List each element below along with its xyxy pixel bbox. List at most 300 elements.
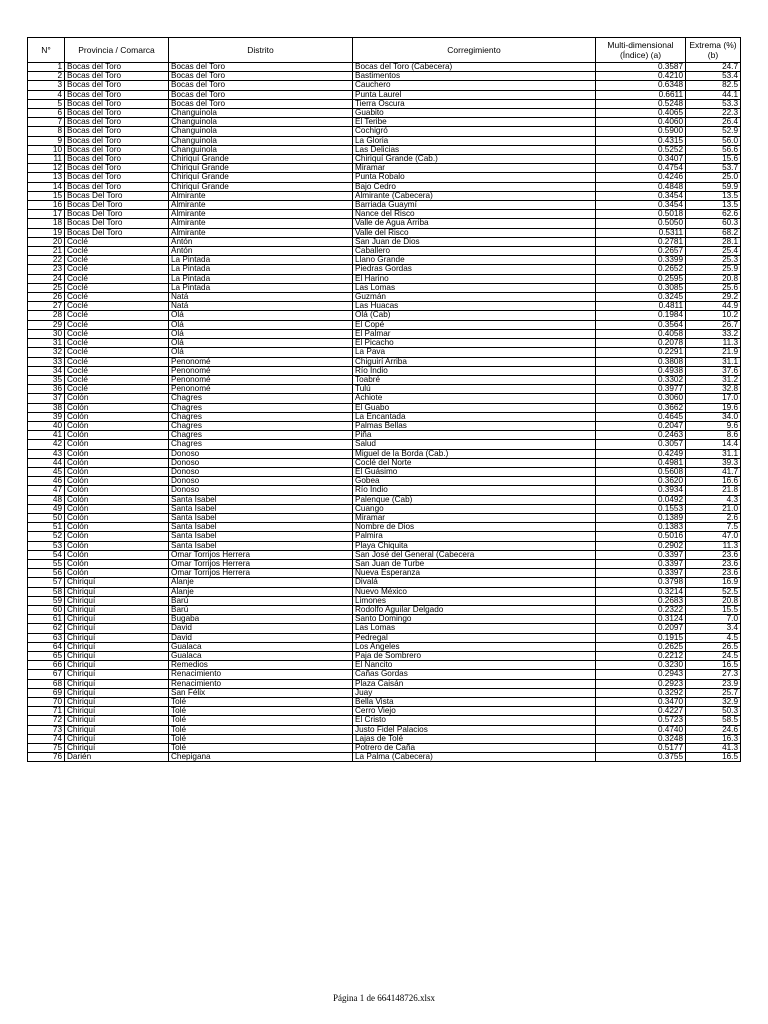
multidimensional-cell: 0.3397: [596, 550, 686, 559]
extrema-cell: 53.7: [686, 164, 741, 173]
provincia-cell: Colón: [65, 569, 169, 578]
extrema-cell: 24.5: [686, 652, 741, 661]
distrito-cell: Alanje: [169, 587, 353, 596]
multidimensional-cell: 0.4754: [596, 164, 686, 173]
multidimensional-cell: 0.4740: [596, 725, 686, 734]
extrema-cell: 27.3: [686, 670, 741, 679]
extrema-cell: 15.6: [686, 155, 741, 164]
extrema-cell: 31.1: [686, 357, 741, 366]
row-number: 11: [28, 155, 65, 164]
distrito-cell: Bocas del Toro: [169, 63, 353, 72]
table-row: [28, 145, 741, 154]
corregimiento-cell: Olá (Cab): [353, 311, 596, 320]
table-row: [28, 173, 741, 182]
extrema-cell: 82.5: [686, 81, 741, 90]
corregimiento-cell: Paja de Sombrero: [353, 652, 596, 661]
multidimensional-cell: 0.1389: [596, 513, 686, 522]
distrito-cell: Remedios: [169, 661, 353, 670]
row-number: 57: [28, 578, 65, 587]
distrito-cell: Santa Isabel: [169, 541, 353, 550]
extrema-cell: 60.3: [686, 219, 741, 228]
multidimensional-cell: 0.2657: [596, 247, 686, 256]
provincia-cell: Coclé: [65, 366, 169, 375]
corregimiento-cell: El Cristo: [353, 716, 596, 725]
provincia-cell: Chiriquí: [65, 633, 169, 642]
extrema-cell: 39.3: [686, 458, 741, 467]
distrito-cell: Tolé: [169, 734, 353, 743]
corregimiento-cell: Piña: [353, 431, 596, 440]
table-row: [28, 210, 741, 219]
multidimensional-cell: 0.3230: [596, 661, 686, 670]
row-number: 55: [28, 559, 65, 568]
corregimiento-cell: Punta Laurel: [353, 90, 596, 99]
provincia-cell: Chiriquí: [65, 734, 169, 743]
table-row: [28, 136, 741, 145]
table-row: [28, 458, 741, 467]
multidimensional-cell: 0.4938: [596, 366, 686, 375]
multidimensional-cell: 0.5900: [596, 127, 686, 136]
multidimensional-cell: 0.3407: [596, 155, 686, 164]
row-number: 39: [28, 412, 65, 421]
extrema-cell: 4.5: [686, 633, 741, 642]
multidimensional-cell: 0.2097: [596, 624, 686, 633]
multidimensional-cell: 0.3214: [596, 587, 686, 596]
table-row: [28, 228, 741, 237]
provincia-cell: Colón: [65, 486, 169, 495]
header-number: N°: [28, 38, 65, 63]
distrito-cell: Chagres: [169, 412, 353, 421]
row-number: 75: [28, 744, 65, 753]
multidimensional-cell: 0.3292: [596, 688, 686, 697]
table-row: [28, 615, 741, 624]
distrito-cell: Chagres: [169, 440, 353, 449]
provincia-cell: Bocas del Toro: [65, 127, 169, 136]
distrito-cell: Santa Isabel: [169, 495, 353, 504]
provincia-cell: Colón: [65, 541, 169, 550]
extrema-cell: 47.0: [686, 532, 741, 541]
provincia-cell: Chiriquí: [65, 744, 169, 753]
multidimensional-cell: 0.4645: [596, 412, 686, 421]
distrito-cell: Chiriquí Grande: [169, 182, 353, 191]
corregimiento-cell: Nuevo México: [353, 587, 596, 596]
corregimiento-cell: Las Lomas: [353, 624, 596, 633]
corregimiento-cell: Las Lomas: [353, 283, 596, 292]
distrito-cell: Barú: [169, 605, 353, 614]
extrema-cell: 34.0: [686, 412, 741, 421]
distrito-cell: Olá: [169, 348, 353, 357]
extrema-cell: 50.3: [686, 707, 741, 716]
multidimensional-cell: 0.4848: [596, 182, 686, 191]
extrema-cell: 7.0: [686, 615, 741, 624]
corregimiento-cell: El Guabo: [353, 403, 596, 412]
header-provincia: Provincia / Comarca: [65, 38, 169, 63]
table-row: [28, 679, 741, 688]
extrema-cell: 21.0: [686, 504, 741, 513]
row-number: 74: [28, 734, 65, 743]
row-number: 68: [28, 679, 65, 688]
corregimiento-cell: Río Indio: [353, 486, 596, 495]
provincia-cell: Colón: [65, 550, 169, 559]
distrito-cell: Omar Torrijos Herrera: [169, 569, 353, 578]
provincia-cell: Colón: [65, 403, 169, 412]
row-number: 2: [28, 72, 65, 81]
provincia-cell: Chiriquí: [65, 605, 169, 614]
row-number: 35: [28, 375, 65, 384]
table-row: [28, 109, 741, 118]
distrito-cell: Penonomé: [169, 357, 353, 366]
table-row: [28, 293, 741, 302]
distrito-cell: Donoso: [169, 458, 353, 467]
corregimiento-cell: Cañas Gordas: [353, 670, 596, 679]
extrema-cell: 11.3: [686, 541, 741, 550]
row-number: 19: [28, 228, 65, 237]
extrema-cell: 22.3: [686, 109, 741, 118]
extrema-cell: 62.6: [686, 210, 741, 219]
row-number: 37: [28, 394, 65, 403]
distrito-cell: La Pintada: [169, 256, 353, 265]
corregimiento-cell: Bajo Cedro: [353, 182, 596, 191]
row-number: 48: [28, 495, 65, 504]
corregimiento-cell: La Gloria: [353, 136, 596, 145]
extrema-cell: 15.5: [686, 605, 741, 614]
corregimiento-cell: Valle de Agua Arriba: [353, 219, 596, 228]
row-number: 76: [28, 753, 65, 762]
provincia-cell: Chiriquí: [65, 661, 169, 670]
extrema-cell: 10.2: [686, 311, 741, 320]
row-number: 73: [28, 725, 65, 734]
table-row: [28, 63, 741, 72]
corregimiento-cell: Almirante (Cabecera): [353, 191, 596, 200]
corregimiento-cell: San José del General (Cabecera: [353, 550, 596, 559]
multidimensional-cell: 0.3302: [596, 375, 686, 384]
extrema-cell: 33.2: [686, 329, 741, 338]
table-row: [28, 329, 741, 338]
distrito-cell: Donoso: [169, 486, 353, 495]
distrito-cell: Natá: [169, 302, 353, 311]
distrito-cell: Chiriquí Grande: [169, 173, 353, 182]
multidimensional-cell: 0.5016: [596, 532, 686, 541]
table-row: [28, 99, 741, 108]
row-number: 50: [28, 513, 65, 522]
multidimensional-cell: 0.3124: [596, 615, 686, 624]
multidimensional-cell: 0.4058: [596, 329, 686, 338]
table-row: [28, 164, 741, 173]
provincia-cell: Coclé: [65, 237, 169, 246]
corregimiento-cell: Río Indio: [353, 366, 596, 375]
extrema-cell: 26.5: [686, 642, 741, 651]
distrito-cell: Olá: [169, 311, 353, 320]
corregimiento-cell: Las Huacas: [353, 302, 596, 311]
extrema-cell: 23.6: [686, 550, 741, 559]
multidimensional-cell: 0.0492: [596, 495, 686, 504]
extrema-cell: 4.3: [686, 495, 741, 504]
provincia-cell: Coclé: [65, 348, 169, 357]
corregimiento-cell: Pedregal: [353, 633, 596, 642]
provincia-cell: Colón: [65, 449, 169, 458]
multidimensional-cell: 0.1553: [596, 504, 686, 513]
extrema-cell: 37.6: [686, 366, 741, 375]
distrito-cell: Olá: [169, 320, 353, 329]
distrito-cell: Tolé: [169, 744, 353, 753]
extrema-cell: 11.3: [686, 339, 741, 348]
corregimiento-cell: El Nancito: [353, 661, 596, 670]
distrito-cell: Santa Isabel: [169, 523, 353, 532]
corregimiento-cell: Gobea: [353, 477, 596, 486]
multidimensional-cell: 0.1383: [596, 523, 686, 532]
multidimensional-cell: 0.1984: [596, 311, 686, 320]
extrema-cell: 20.8: [686, 596, 741, 605]
provincia-cell: Bocas Del Toro: [65, 201, 169, 210]
multidimensional-cell: 0.4981: [596, 458, 686, 467]
row-number: 41: [28, 431, 65, 440]
extrema-cell: 68.2: [686, 228, 741, 237]
table-row: [28, 633, 741, 642]
distrito-cell: Barú: [169, 596, 353, 605]
row-number: 25: [28, 283, 65, 292]
row-number: 10: [28, 145, 65, 154]
table-row: [28, 348, 741, 357]
row-number: 62: [28, 624, 65, 633]
extrema-cell: 14.4: [686, 440, 741, 449]
distrito-cell: Bocas del Toro: [169, 99, 353, 108]
distrito-cell: Omar Torrijos Herrera: [169, 559, 353, 568]
corregimiento-cell: Miramar: [353, 164, 596, 173]
provincia-cell: Colón: [65, 440, 169, 449]
multidimensional-cell: 0.2683: [596, 596, 686, 605]
header-distrito: Distrito: [169, 38, 353, 63]
multidimensional-cell: 0.2625: [596, 642, 686, 651]
extrema-cell: 56.6: [686, 145, 741, 154]
multidimensional-cell: 0.3454: [596, 191, 686, 200]
table-row: [28, 550, 741, 559]
row-number: 30: [28, 329, 65, 338]
corregimiento-cell: Divalá: [353, 578, 596, 587]
provincia-cell: Coclé: [65, 283, 169, 292]
distrito-cell: Chagres: [169, 403, 353, 412]
table-row: [28, 744, 741, 753]
multidimensional-cell: 0.5252: [596, 145, 686, 154]
multidimensional-cell: 0.4315: [596, 136, 686, 145]
table-row: [28, 716, 741, 725]
corregimiento-cell: San Juan de Turbe: [353, 559, 596, 568]
corregimiento-cell: La Encantada: [353, 412, 596, 421]
provincia-cell: Coclé: [65, 265, 169, 274]
multidimensional-cell: 0.1915: [596, 633, 686, 642]
table-row: [28, 219, 741, 228]
provincia-cell: Coclé: [65, 293, 169, 302]
multidimensional-cell: 0.3245: [596, 293, 686, 302]
provincia-cell: Darién: [65, 753, 169, 762]
table-row: [28, 532, 741, 541]
corregimiento-cell: Cochigró: [353, 127, 596, 136]
provincia-cell: Coclé: [65, 256, 169, 265]
table-row: [28, 477, 741, 486]
extrema-cell: 41.3: [686, 744, 741, 753]
multidimensional-cell: 0.4249: [596, 449, 686, 458]
provincia-cell: Colón: [65, 513, 169, 522]
corregimiento-cell: La Pava: [353, 348, 596, 357]
extrema-cell: 25.3: [686, 256, 741, 265]
provincia-cell: Bocas del Toro: [65, 182, 169, 191]
corregimiento-cell: Justo Fidel Palacios: [353, 725, 596, 734]
extrema-cell: 23.6: [686, 569, 741, 578]
provincia-cell: Coclé: [65, 320, 169, 329]
corregimiento-cell: Barriada Guaymí: [353, 201, 596, 210]
row-number: 43: [28, 449, 65, 458]
distrito-cell: Tolé: [169, 725, 353, 734]
distrito-cell: Changuinola: [169, 127, 353, 136]
table-row: [28, 357, 741, 366]
distrito-cell: Penonomé: [169, 366, 353, 375]
multidimensional-cell: 0.6348: [596, 81, 686, 90]
distrito-cell: Renacimiento: [169, 670, 353, 679]
multidimensional-cell: 0.3470: [596, 698, 686, 707]
multidimensional-cell: 0.5018: [596, 210, 686, 219]
row-number: 23: [28, 265, 65, 274]
row-number: 13: [28, 173, 65, 182]
multidimensional-cell: 0.3564: [596, 320, 686, 329]
corregimiento-cell: Cuango: [353, 504, 596, 513]
extrema-cell: 25.4: [686, 247, 741, 256]
table-row: [28, 642, 741, 651]
row-number: 24: [28, 274, 65, 283]
provincia-cell: Colón: [65, 431, 169, 440]
row-number: 32: [28, 348, 65, 357]
extrema-cell: 44.9: [686, 302, 741, 311]
table-row: [28, 596, 741, 605]
corregimiento-cell: Coclé del Norte: [353, 458, 596, 467]
multidimensional-cell: 0.5608: [596, 467, 686, 476]
table-header-row: [28, 38, 741, 63]
extrema-cell: 19.6: [686, 403, 741, 412]
row-number: 6: [28, 109, 65, 118]
row-number: 26: [28, 293, 65, 302]
table-row: [28, 698, 741, 707]
row-number: 60: [28, 605, 65, 614]
extrema-cell: 59.9: [686, 182, 741, 191]
row-number: 49: [28, 504, 65, 513]
row-number: 33: [28, 357, 65, 366]
table-row: [28, 320, 741, 329]
extrema-cell: 13.5: [686, 191, 741, 200]
extrema-cell: 16.6: [686, 477, 741, 486]
extrema-cell: 24.6: [686, 725, 741, 734]
multidimensional-cell: 0.3454: [596, 201, 686, 210]
extrema-cell: 9.6: [686, 421, 741, 430]
multidimensional-cell: 0.2078: [596, 339, 686, 348]
multidimensional-cell: 0.6611: [596, 90, 686, 99]
provincia-cell: Colón: [65, 477, 169, 486]
multidimensional-cell: 0.2212: [596, 652, 686, 661]
corregimiento-cell: Piedras Gordas: [353, 265, 596, 274]
distrito-cell: Almirante: [169, 210, 353, 219]
provincia-cell: Colón: [65, 421, 169, 430]
table-row: [28, 283, 741, 292]
provincia-cell: Bocas Del Toro: [65, 228, 169, 237]
provincia-cell: Coclé: [65, 274, 169, 283]
extrema-cell: 23.9: [686, 679, 741, 688]
table-row: [28, 504, 741, 513]
extrema-cell: 16.5: [686, 753, 741, 762]
multidimensional-cell: 0.2595: [596, 274, 686, 283]
row-number: 46: [28, 477, 65, 486]
table-row: [28, 237, 741, 246]
table-row: [28, 274, 741, 283]
extrema-cell: 3.4: [686, 624, 741, 633]
row-number: 51: [28, 523, 65, 532]
row-number: 17: [28, 210, 65, 219]
distrito-cell: Bocas del Toro: [169, 90, 353, 99]
corregimiento-cell: El Teribe: [353, 118, 596, 127]
distrito-cell: David: [169, 624, 353, 633]
provincia-cell: Bocas del Toro: [65, 118, 169, 127]
corregimiento-cell: Bocas del Toro (Cabecera): [353, 63, 596, 72]
table-row: [28, 652, 741, 661]
distrito-cell: La Pintada: [169, 274, 353, 283]
multidimensional-cell: 0.3662: [596, 403, 686, 412]
multidimensional-cell: 0.3399: [596, 256, 686, 265]
provincia-cell: Coclé: [65, 302, 169, 311]
corregimiento-cell: Cerro Viejo: [353, 707, 596, 716]
provincia-cell: Chiriquí: [65, 642, 169, 651]
corregimiento-cell: Palmas Bellas: [353, 421, 596, 430]
row-number: 54: [28, 550, 65, 559]
provincia-cell: Chiriquí: [65, 725, 169, 734]
table-row: [28, 467, 741, 476]
extrema-cell: 56.0: [686, 136, 741, 145]
distrito-cell: Chagres: [169, 421, 353, 430]
row-number: 63: [28, 633, 65, 642]
extrema-cell: 25.0: [686, 173, 741, 182]
extrema-cell: 32.8: [686, 385, 741, 394]
provincia-cell: Chiriquí: [65, 624, 169, 633]
provincia-cell: Bocas del Toro: [65, 90, 169, 99]
corregimiento-cell: El Harino: [353, 274, 596, 283]
provincia-cell: Colón: [65, 412, 169, 421]
provincia-cell: Chiriquí: [65, 698, 169, 707]
header-corregimiento: Corregimiento: [353, 38, 596, 63]
table-row: [28, 440, 741, 449]
row-number: 18: [28, 219, 65, 228]
corregimiento-cell: Lajas de Tolé: [353, 734, 596, 743]
row-number: 70: [28, 698, 65, 707]
corregimiento-cell: El Picacho: [353, 339, 596, 348]
provincia-cell: Coclé: [65, 385, 169, 394]
provincia-cell: Chiriquí: [65, 670, 169, 679]
provincia-cell: Bocas del Toro: [65, 99, 169, 108]
table-row: [28, 569, 741, 578]
row-number: 1: [28, 63, 65, 72]
provincia-cell: Bocas del Toro: [65, 109, 169, 118]
distrito-cell: Chagres: [169, 394, 353, 403]
table-row: [28, 403, 741, 412]
row-number: 47: [28, 486, 65, 495]
corregimiento-cell: Miguel de la Borda (Cab.): [353, 449, 596, 458]
extrema-cell: 53.3: [686, 99, 741, 108]
distrito-cell: Bocas del Toro: [169, 81, 353, 90]
distrito-cell: Antón: [169, 247, 353, 256]
row-number: 3: [28, 81, 65, 90]
table-row: [28, 688, 741, 697]
corregimiento-cell: Guzmán: [353, 293, 596, 302]
provincia-cell: Colón: [65, 495, 169, 504]
multidimensional-cell: 0.3248: [596, 734, 686, 743]
corregimiento-cell: Nance del Risco: [353, 210, 596, 219]
distrito-cell: David: [169, 633, 353, 642]
corregimiento-cell: Llano Grande: [353, 256, 596, 265]
distrito-cell: Almirante: [169, 201, 353, 210]
corregimiento-cell: Valle del Risco: [353, 228, 596, 237]
